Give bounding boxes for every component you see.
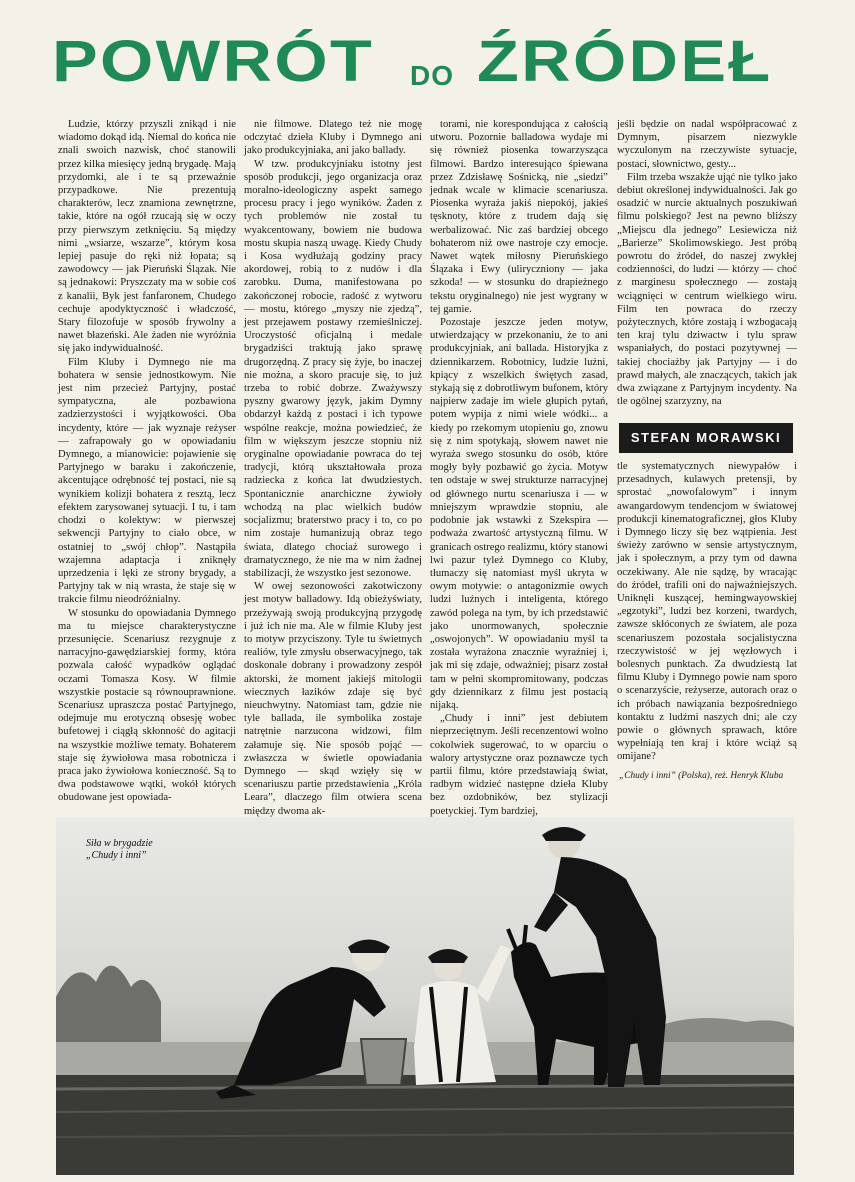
paragraph: W owej sezonowości zakotwiczony jest motyw balladowy. Idą obieżyświaty, przeżywają swoją produkcyjną przygodę i już ich nie ma. Ale w filmie Kluby jest to motyw przyciszony. Tyle tu świetnych realiów, tyle zmysłu obserwacyjnego, tak doskonale dobrany i prowadzony zespół aktorski, że moment jakiejś mitologii wiecznych łazików zdaje się być nieuchwytny. Natomiast tam, gdzie nie tyle ballada, ile symbolika zostaje natrętnie narzucona widzowi, film załamuje się. Nie sposób pojąć — zwłaszcza w świetle opowiadania Dymnego — skąd wzięły się w scenariuszu partie przedstawienia „Króla Leara”, dlaczego film otwiera scena między dwoma ak-: [244, 581, 422, 817]
film-still-photo: [56, 817, 794, 1175]
article-column-4-top: [617, 118, 797, 408]
paragraph: nie filmowe. Dlatego też nie mogę odczytać dzieła Kluby i Dymnego ani jako produkcyjniaka, ani jako ballady.: [244, 119, 422, 157]
author-byline: STEFAN MORAWSKI: [619, 423, 793, 453]
headline-word-zrodel: ŹRÓDEŁ: [477, 29, 773, 94]
paragraph: W stosunku do opowiadania Dymnego ma tu miejsce charakterystyczne przesunięcie. Scenariusz rezygnuje z narracyjno-gawędziarskiej formy, która pozwala całość wypadków oglądać oczami Tomasza Kosy. W filmie wszystkie postacie są równouprawnione. Scenariusz upraszcza postać Partyjnego, odejmuje mu erotyczną obsesję wobec bufetowej i ciągłą skłonność do agitacji na wszystkie możliwe tematy. Bohaterem staje się żywiołowa masa robotnicza i praca jako żywiołowa konieczność. Są to dwa podstawowe wątki, wokół których obudowane jest opowiada-: [58, 607, 236, 804]
paragraph: W tzw. produkcyjniaku istotny jest sposób produkcji, jego organizacja oraz moralno-ideologiczny aspekt samego procesu pracy i jego wyników. Żaden z tych problemów nie został tu wyakcentowany, bowiem nie budowa mostu skupia naszą uwagę. Kiedy Chudy i Kosa wydłużają godziny pracy akordowej, robią to z nudów i dla zarobku. Duma, manifestowana po zakończonej robocie, radość z wytworu — mostu, którego „myszy nie zjedzą”, jest przejawem postawy rzemieślniczej. Uroczystość oficjalną i medale brygadziści traktują jako sprawę drugorzędną. Z pracy się żyje, bo inaczej nie można, a skoro pracuje się, to już trzeba to robić dobrze. Zważywszy pyszny gwarowy język, jakim Dymny obdarzył każdą z postaci i ich typowe wspólne reakcje, można powiedzieć, że film w większym jeszcze stopniu niż oryginalne opowiadanie powraca do tej tradycji, którą ukształtowała proza radziecka z końca lat dwudziestych. Spontanicznie anarchiczne żywioły wchodzą na plac wielkich budów socjalizmu; braterstwo pracy i to, co po nim zostaje humanizują obraz tego świata, dlatego chociaż surowego i dramatycznego, że nie ma w nim żadnej stabilizacji, że wszystko jest sezonowe.: [244, 158, 422, 579]
article-column-3: [430, 118, 608, 817]
photo-caption: [86, 838, 246, 862]
paragraph: Film Kluby i Dymnego nie ma bohatera w sensie jednostkowym. Nie jest nim przecież Partyjny, postać sympatyczna, ale pozbawiona zadzierzystości i wyjątkowości. Oba incydenty, które — jak wyznaje reżyser — zafrapowały go w opowiadaniu Dymnego, a mianowicie: pojawienie się Partyjnego w baraku i zakończenie, akcentujące odrębność tej postaci, nie są wynikiem kolizji bohatera z resztą, lecz efektem zarysowanej sytuacji. I tu, i tam chodzi o kolektyw: w pierwszej sekwencji Partyjny to ciało obce, w ostatniej to „swój chłop”. Nastąpiła wzajemna adaptacja i zniknęły uprzedzenia i lęki ze strony brygady, a Partyjny tak w nią wrasta, że staje się w trakcie filmu nieodróżnialny.: [58, 356, 236, 606]
headline-word-do: DO: [410, 60, 454, 91]
paragraph: jeśli będzie on nadal współpracować z Dymnym, pisarzem niezwykle wyczulonym na rzeczywiste sytuacje, postaci, słownictwo, gesty...: [617, 119, 797, 170]
film-credit: „Chudy i inni” (Polska), reż. Henryk Kluba: [619, 771, 784, 781]
paragraph: torami, nie korespondująca z całością utworu. Pozornie balladowa wydaje mi się również piosenka towarzysząca filmowi. Bardzo interesująco śpiewana przez Zdzisławę Sośnicką, nie „siedzi” jednak wcale w klimacie scenariusza. Piosenka wyraża jakiś niepokój, jakieś tęsknoty, które z trudem dają się werbalizować. Nic zaś bardziej obcego bohaterom niż owe nastroje czy emocje. Nawet wątek miłosny Pieruńskiego Ślązaka i Ewy (uliryczniony — jaka szkoda! — w stosunku do drapieżnego tekstu oryginalnego) nie jest wygrany w tej gamie.: [430, 119, 608, 315]
photo-caption-line: „Chudy i inni”: [86, 850, 147, 861]
article-column-1: [58, 118, 236, 808]
photo-caption-line: Siła w brygadzie: [86, 838, 153, 849]
film-still-illustration: [56, 817, 794, 1175]
paragraph: Ludzie, którzy przyszli znikąd i nie wiadomo dokąd idą. Niemal do końca nie znali swoich nazwisk, choć stanowili przez kilka miesięcy jedną brygadę. Mają przydomki, ale i te są przeważnie przypadkowe. Nie prezentują charakterów, lecz znamiona zewnętrzne, takie, które na ogół rzucają się w oczy przy pierwszym zetknięciu. Są między nimi „wsiarze, wszarze”, którym kosa lepiej pasuje do ręki niż łopata; są zawodowcy — jak Pieruński Ślązak. Nie są jednakowi: Pryszczaty ma w sobie coś z kanalii, Byk jest fanfaronem, Chudego cechuje apodyktyczność i władczość, Stary filozofuje w sposób frywolny a nawet błazeński. Ale żaden nie wyróżnia się jako indywidualność.: [58, 119, 236, 355]
article-column-2: [244, 118, 422, 817]
paragraph: „Chudy i inni” jest debiutem nieprzeciętnym. Jeśli recenzentowi wolno cokolwiek sugerować, to w oparciu o walory artystyczne oraz poznawcze tych partii filmu, które przedstawiają świat, radbym widzieć następne dzieła Kluby bez ozdobników, bez stylizacji poetyckiej. Tym bardziej,: [430, 713, 608, 817]
headline-word-powrot: POWRÓT: [52, 29, 375, 94]
article-column-4-bottom: [617, 460, 797, 763]
paragraph: Pozostaje jeszcze jeden motyw, utwierdzający w przekonaniu, że to ani produkcyjniak, ani ballada. Historyjka z dziennikarzem. Robotnicy, ludzie luźni, kpiący z wszelkich świętych zasad, stykają się z dobrotliwym bufonem, który najpierw zadaje im wiele głupich pytań, potem wypija z nimi wiele wódki... a kiedy po rzekomym utopieniu go, znowu się z nim spotykają, słowem nawet nie wyraża swego stosunku do osób, które mogły były pozbawić go życia. Motyw ten odstaje w swej strukturze narracyjnej od głównego nurtu scenariusza i — w mniejszym wprawdzie stopniu, ale podobnie jak wstawki z Szekspira — podważa zwartość artystyczną filmu. W granicach ostrego realizmu, który stanowi lwi pazur tyleż Dymnego co Kluby, tłumaczy się natomiast myśl ukryta w owym motywie: o antagonizmie owych ludzi luźnych i inteligenta, którego zawód polega na tym, by ich przedstawić jako unormowanych, społecznie „oswojonych”. W opowiadaniu myśl ta została wyrażona znacznie wyraźniej i, jak mi się zdaje, odważniej; pisarz został tam w pełni skompromitowany, podczas gdy dziennikarz z filmu jest postacią nijaką.: [430, 317, 608, 711]
headline: [52, 30, 812, 94]
paragraph: Film trzeba wszakże ująć nie tylko jako debiut określonej indywidualności. Jak go osadzić w nurcie aktualnych poszukiwań filmu polskiego? Jest na pewno bliższy „Miejscu dla jednego” Lesiewicza niż „Barierze” Skolimowskiego. Jest próbą powrotu do źródeł, do naszej zwykłej codzienności, do ludzi — którzy — choć z marginesu społecznego — zostają wciągnięci w centrum wielkiego wiru. Film ten powraca do rzeczy pożytecznych, które zostają i wzbogacają ten kraj tylu dziwactw i tylu spraw wspaniałych, do postaci pozytywnej — takiej chociażby jak Partyjny — i do prawd małych, ale znaczących, takich jak dwa związane z Partyjnym incydenty. Na tle ogólnej szarzyzny, na: [617, 171, 797, 408]
paragraph: tle systematycznych niewypałów i przesadnych, kulawych pretensji, by sprostać „nowofalowym” i innym awangardowym tendencjom w światowej produkcji kinematograficznej, głos Kluby i Dymnego liczy się bez wątpienia. Jest świeży zarówno w sensie artystycznym, jak i społecznym, a przy tym od dawna oczekiwany. Ale nie sądzę, by wracając do źródeł, trafili oni do najważniejszych. Uniknęli kuszącej, hemingwayowskiej „egzotyki”, ludzi bez korzeni, twardych, zawsze skłóconych ze światem, ale poza scenariuszem pozostała socjalistyczna rzeczywistość w jej węzłowych i bolesnych punktach. Za dwudziestą lat filmu Kluby i Dymnego powie nam sporo o scenarzyście, reżyserze, autorach oraz o ich próbach nawiązania bezpośredniego kontaktu z ludźmi naszych dni; ale czy powie o głównych sprawach, które wypełniają ten kraj i które wciąż są omijane?: [617, 461, 797, 763]
